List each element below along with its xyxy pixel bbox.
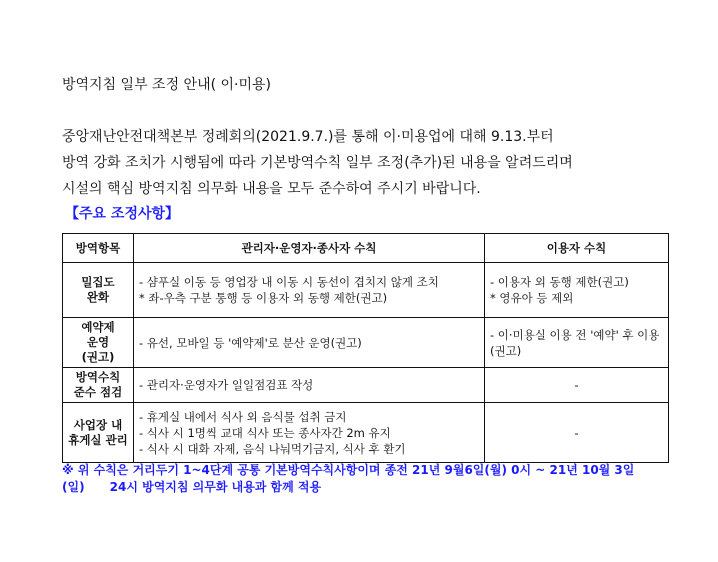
table-row bbox=[63, 263, 669, 318]
footnote-line: (일) 24시 방역지침 의무화 내용과 함께 적용 bbox=[62, 480, 322, 494]
header-category: 방역항목 bbox=[63, 234, 134, 263]
user-rule bbox=[485, 368, 669, 403]
rule-line: (권고) bbox=[490, 343, 522, 358]
manager-rule bbox=[134, 263, 485, 318]
footnote bbox=[62, 462, 712, 496]
page-title: 방역지침 일부 조정 안내( 이·미용) bbox=[62, 77, 271, 93]
user-rule bbox=[485, 263, 669, 318]
row-category bbox=[63, 403, 134, 463]
manager-rule bbox=[134, 403, 485, 463]
row-category bbox=[63, 318, 134, 368]
category-line: 밀집도 bbox=[81, 275, 115, 289]
manager-rule bbox=[134, 368, 485, 403]
intro-line: 방역 강화 조치가 시행됨에 따라 기본방역수칙 일부 조정(추가)된 내용을 알려드리며 bbox=[62, 155, 573, 171]
table-row bbox=[63, 368, 669, 403]
rule-line: * 좌-우측 구분 통행 등 이용자 외 동행 제한(권고) bbox=[139, 291, 388, 305]
rule-line: - 식사 시 1명씩 교대 식사 또는 종사자간 2m 유지 bbox=[139, 425, 391, 440]
category-line: 준수 점검 bbox=[73, 385, 123, 399]
rule-line: - bbox=[574, 378, 579, 392]
section-title: 【주요 조정사항】 bbox=[65, 206, 180, 222]
row-category bbox=[63, 368, 134, 403]
rule-line: - 휴게실 내에서 식사 외 음식물 섭취 금지 bbox=[139, 409, 347, 424]
row-category bbox=[63, 263, 134, 318]
category-line: 사업장 내 bbox=[73, 417, 123, 432]
category-line: 운영 bbox=[86, 335, 110, 349]
rule-line: - 관리자·운영자가 일일점검표 작성 bbox=[139, 378, 314, 392]
intro-paragraph bbox=[62, 124, 712, 202]
table-row bbox=[63, 403, 669, 463]
user-rule bbox=[485, 318, 669, 368]
rule-line: - 이·미용실 이용 전 '예약' 후 이용 bbox=[490, 327, 660, 342]
rule-line: - 식사 시 대화 자제, 음식 나눠먹기금지, 식사 후 환기 bbox=[139, 441, 406, 456]
table-row bbox=[63, 318, 669, 368]
table-header-row bbox=[63, 234, 669, 263]
rule-line: * 영유아 등 제외 bbox=[490, 291, 574, 305]
rule-line: - 샴푸실 이동 등 영업장 내 이동 시 동선이 겹치지 않게 조치 bbox=[139, 275, 439, 289]
adjustment-table bbox=[62, 233, 669, 463]
rule-line: - bbox=[574, 425, 579, 440]
header-user: 이용자 수칙 bbox=[485, 234, 669, 263]
rule-line: - 이용자 외 동행 제한(권고) bbox=[490, 275, 629, 289]
footnote-line: ※ 위 수칙은 거리두기 1~4단계 공통 기본방역수칙사항이며 종전 21년 9월6일(월) 0시 ~ 21년 10월 3일 bbox=[62, 463, 635, 477]
category-line: 방역수칙 bbox=[75, 370, 121, 384]
intro-line: 중앙재난안전대책본부 정례회의(2021.9.7.)를 통해 이·미용업에 대해 9.13.부터 bbox=[62, 129, 554, 145]
category-line: (권고) bbox=[81, 350, 115, 364]
manager-rule bbox=[134, 318, 485, 368]
user-rule bbox=[485, 403, 669, 463]
category-line: 완화 bbox=[86, 290, 110, 304]
category-line: 예약제 bbox=[81, 320, 115, 334]
intro-line: 시설의 핵심 방역지침 의무화 내용을 모두 준수하여 주시기 바랍니다. bbox=[62, 181, 481, 197]
rule-line: - 유선, 모바일 등 '예약제'로 분산 운영(권고) bbox=[139, 335, 362, 350]
category-line: 휴게실 관리 bbox=[68, 432, 128, 447]
header-manager: 관리자·운영자·종사자 수칙 bbox=[134, 234, 485, 263]
